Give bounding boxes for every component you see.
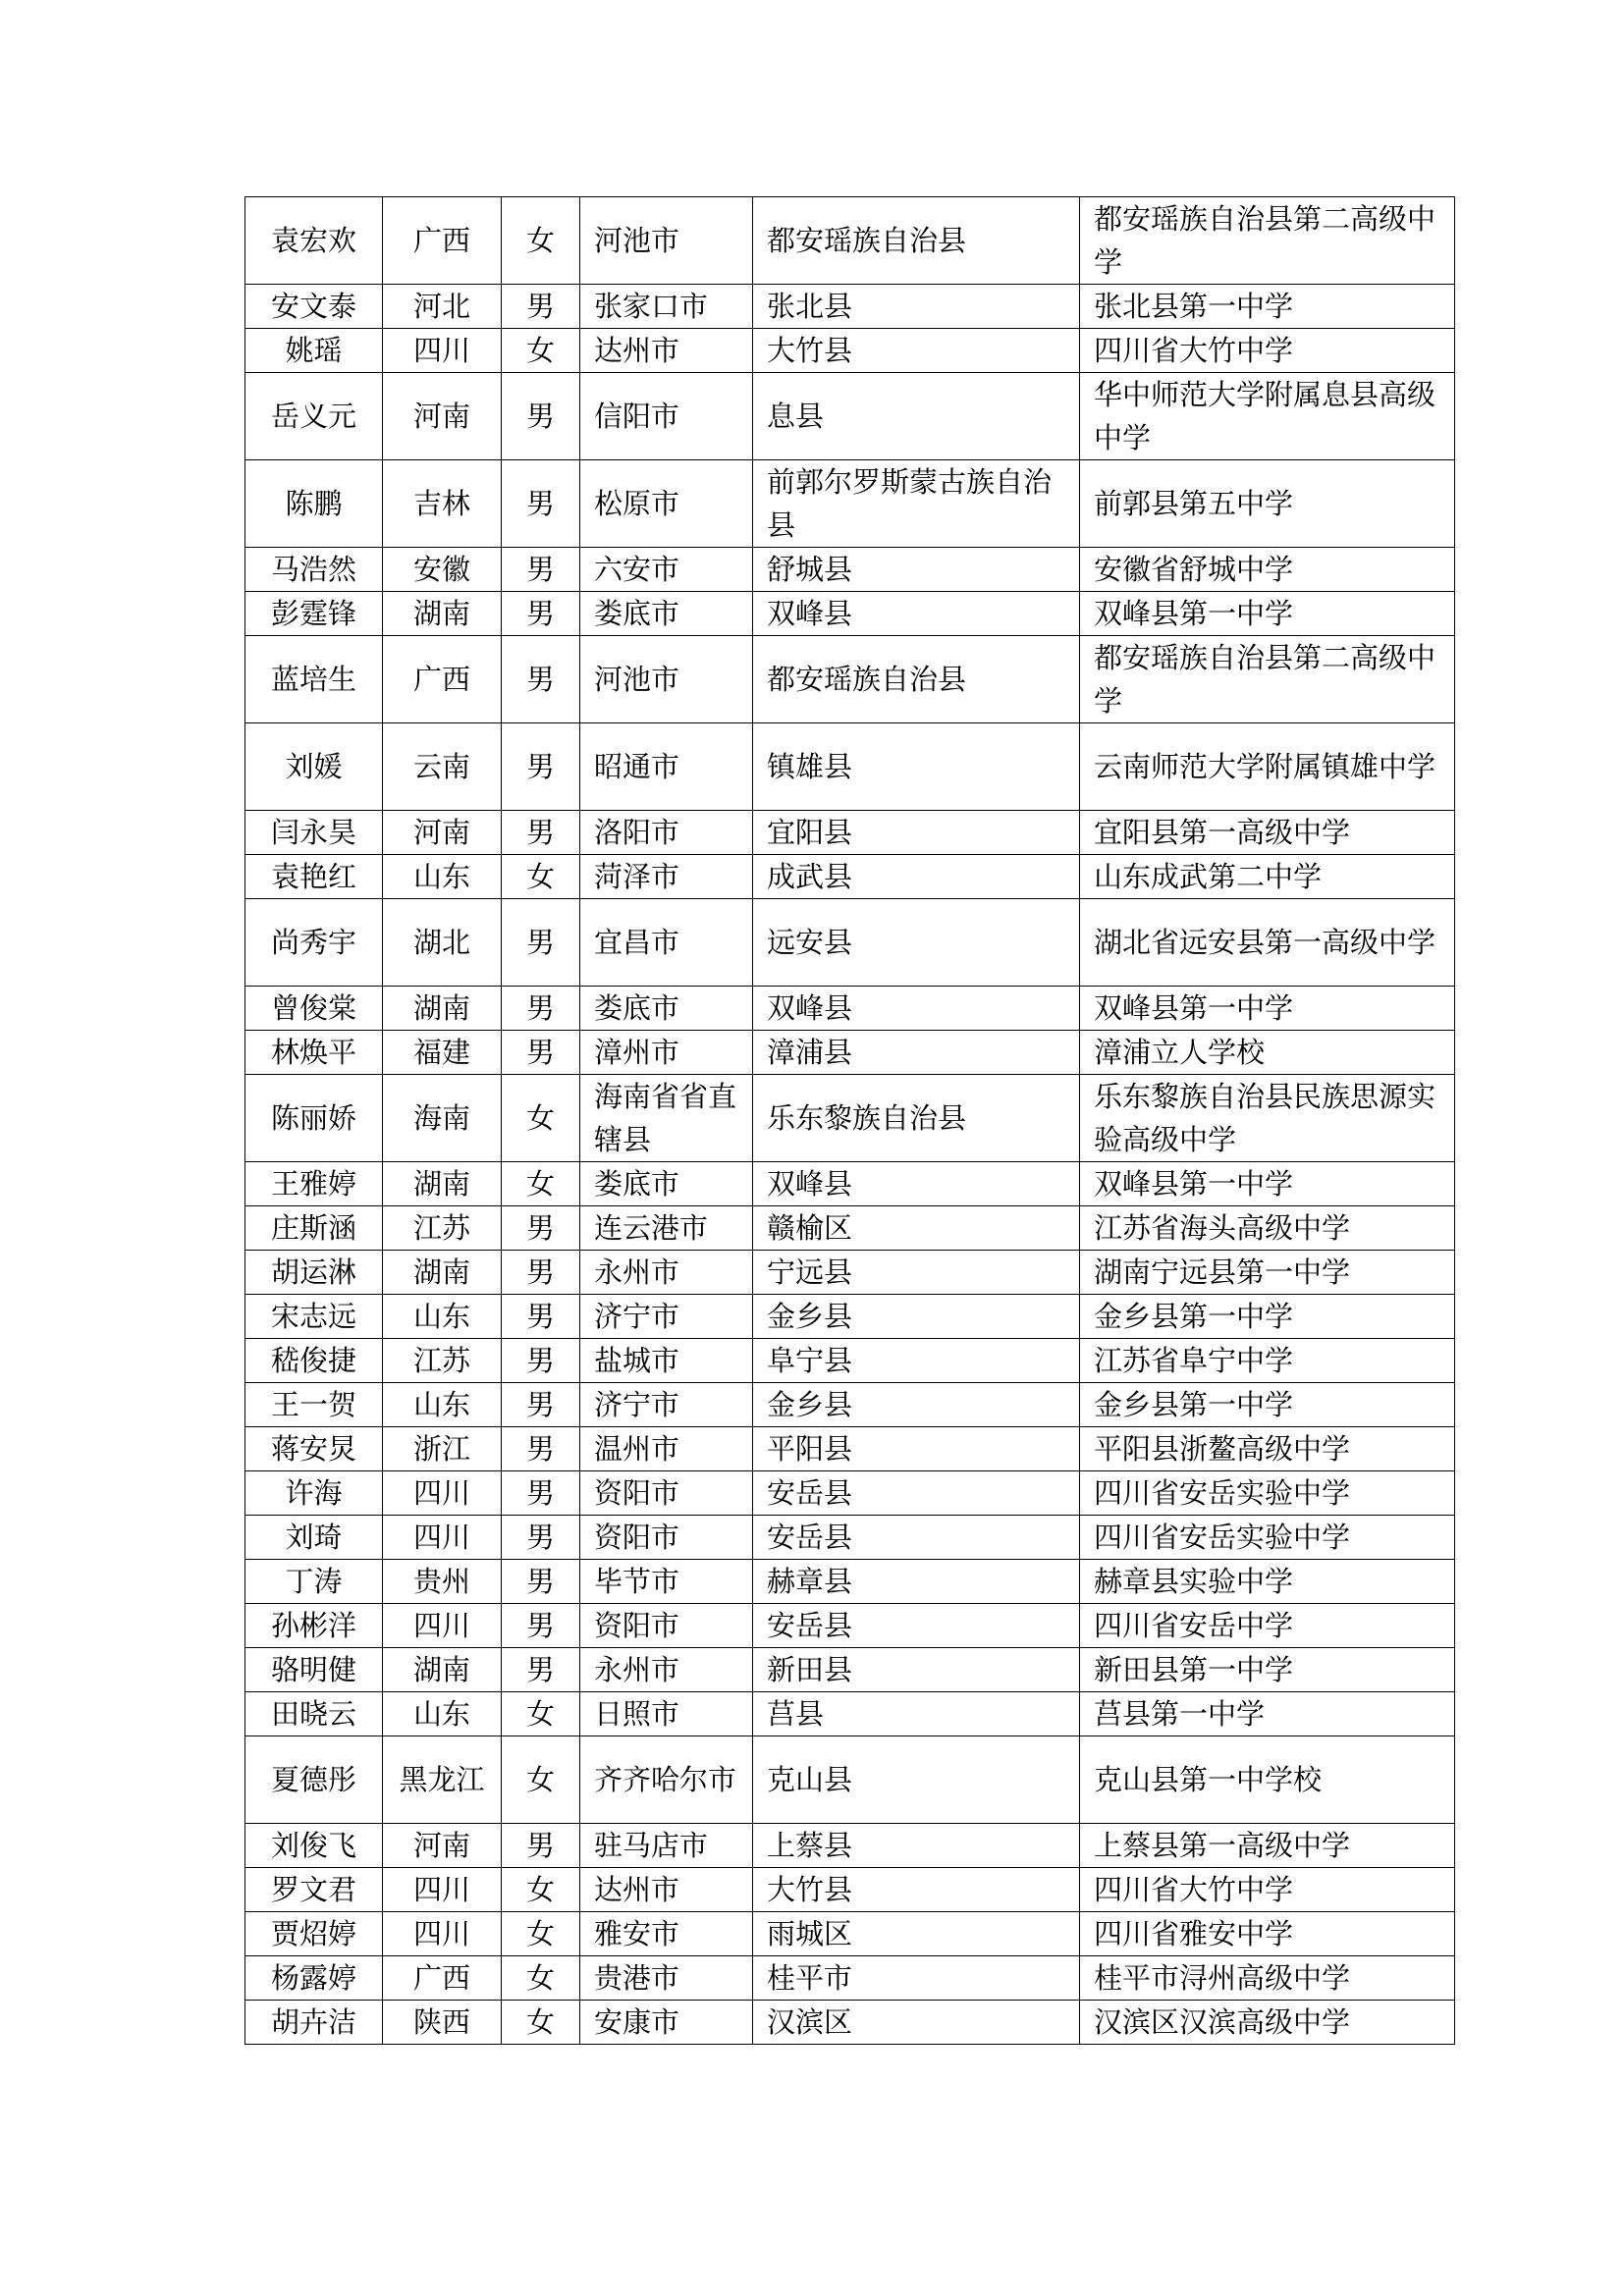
city-cell: 漳州市 — [580, 1031, 753, 1075]
province-cell: 广西 — [383, 636, 502, 723]
school-cell: 前郭县第五中学 — [1080, 460, 1455, 548]
city-cell: 娄底市 — [580, 592, 753, 636]
province-cell: 四川 — [383, 1604, 502, 1648]
city-cell: 温州市 — [580, 1427, 753, 1471]
student-name-cell: 田晓云 — [245, 1692, 383, 1736]
city-cell: 河池市 — [580, 636, 753, 723]
school-cell: 山东成武第二中学 — [1080, 855, 1455, 899]
city-cell: 昭通市 — [580, 723, 753, 811]
gender-cell: 女 — [502, 1075, 580, 1162]
gender-cell: 男 — [502, 1604, 580, 1648]
gender-cell: 男 — [502, 636, 580, 723]
city-cell: 毕节市 — [580, 1560, 753, 1604]
school-cell: 赫章县实验中学 — [1080, 1560, 1455, 1604]
gender-cell: 男 — [502, 548, 580, 592]
county-cell: 宁远县 — [753, 1251, 1080, 1295]
school-cell: 上蔡县第一高级中学 — [1080, 1824, 1455, 1868]
gender-cell: 男 — [502, 811, 580, 855]
gender-cell: 男 — [502, 1251, 580, 1295]
province-cell: 四川 — [383, 1868, 502, 1912]
school-cell: 宜阳县第一高级中学 — [1080, 811, 1455, 855]
student-name-cell: 林焕平 — [245, 1031, 383, 1075]
table-row — [245, 460, 1455, 548]
gender-cell: 男 — [502, 1339, 580, 1383]
student-name-cell: 安文泰 — [245, 285, 383, 329]
province-cell: 山东 — [383, 1383, 502, 1427]
school-cell: 金乡县第一中学 — [1080, 1383, 1455, 1427]
county-cell: 舒城县 — [753, 548, 1080, 592]
table-row — [245, 285, 1455, 329]
table-row — [245, 855, 1455, 899]
school-cell: 漳浦立人学校 — [1080, 1031, 1455, 1075]
table-row — [245, 2001, 1455, 2045]
school-cell: 克山县第一中学校 — [1080, 1736, 1455, 1824]
student-name-cell: 蒋安炅 — [245, 1427, 383, 1471]
county-cell: 大竹县 — [753, 1868, 1080, 1912]
table-row — [245, 1604, 1455, 1648]
student-name-cell: 胡卉洁 — [245, 2001, 383, 2045]
county-cell: 赫章县 — [753, 1560, 1080, 1604]
city-cell: 六安市 — [580, 548, 753, 592]
province-cell: 湖南 — [383, 1251, 502, 1295]
gender-cell: 女 — [502, 855, 580, 899]
school-cell: 云南师范大学附属镇雄中学 — [1080, 723, 1455, 811]
table-row — [245, 1560, 1455, 1604]
school-cell: 华中师范大学附属息县高级中学 — [1080, 373, 1455, 460]
school-cell: 张北县第一中学 — [1080, 285, 1455, 329]
school-cell: 江苏省阜宁中学 — [1080, 1339, 1455, 1383]
student-name-cell: 杨露婷 — [245, 1956, 383, 2001]
province-cell: 湖南 — [383, 1162, 502, 1206]
gender-cell: 女 — [502, 1912, 580, 1956]
table-row — [245, 1206, 1455, 1251]
city-cell: 济宁市 — [580, 1383, 753, 1427]
table-row — [245, 197, 1455, 285]
school-cell: 双峰县第一中学 — [1080, 987, 1455, 1031]
school-cell: 四川省大竹中学 — [1080, 1868, 1455, 1912]
student-name-cell: 胡运淋 — [245, 1251, 383, 1295]
student-name-cell: 宋志远 — [245, 1295, 383, 1339]
city-cell: 连云港市 — [580, 1206, 753, 1251]
school-cell: 桂平市浔州高级中学 — [1080, 1956, 1455, 2001]
province-cell: 四川 — [383, 1912, 502, 1956]
gender-cell: 男 — [502, 373, 580, 460]
county-cell: 张北县 — [753, 285, 1080, 329]
student-roster-table — [244, 196, 1455, 2045]
city-cell: 信阳市 — [580, 373, 753, 460]
county-cell: 双峰县 — [753, 1162, 1080, 1206]
city-cell: 宜昌市 — [580, 899, 753, 987]
province-cell: 山东 — [383, 1692, 502, 1736]
county-cell: 金乡县 — [753, 1383, 1080, 1427]
county-cell: 新田县 — [753, 1648, 1080, 1692]
city-cell: 永州市 — [580, 1648, 753, 1692]
county-cell: 桂平市 — [753, 1956, 1080, 2001]
province-cell: 湖南 — [383, 987, 502, 1031]
province-cell: 四川 — [383, 329, 502, 373]
gender-cell: 女 — [502, 1868, 580, 1912]
province-cell: 陕西 — [383, 2001, 502, 2045]
province-cell: 广西 — [383, 197, 502, 285]
gender-cell: 男 — [502, 1383, 580, 1427]
document-page — [244, 196, 1455, 2045]
county-cell: 莒县 — [753, 1692, 1080, 1736]
city-cell: 永州市 — [580, 1251, 753, 1295]
student-name-cell: 岳义元 — [245, 373, 383, 460]
city-cell: 达州市 — [580, 1868, 753, 1912]
province-cell: 海南 — [383, 1075, 502, 1162]
student-name-cell: 孙彬洋 — [245, 1604, 383, 1648]
county-cell: 双峰县 — [753, 592, 1080, 636]
gender-cell: 男 — [502, 1516, 580, 1560]
city-cell: 资阳市 — [580, 1471, 753, 1516]
province-cell: 江苏 — [383, 1206, 502, 1251]
city-cell: 资阳市 — [580, 1516, 753, 1560]
province-cell: 浙江 — [383, 1427, 502, 1471]
province-cell: 广西 — [383, 1956, 502, 2001]
gender-cell: 女 — [502, 1956, 580, 2001]
county-cell: 双峰县 — [753, 987, 1080, 1031]
city-cell: 达州市 — [580, 329, 753, 373]
county-cell: 都安瑶族自治县 — [753, 636, 1080, 723]
student-name-cell: 陈丽娇 — [245, 1075, 383, 1162]
school-cell: 都安瑶族自治县第二高级中学 — [1080, 636, 1455, 723]
county-cell: 金乡县 — [753, 1295, 1080, 1339]
school-cell: 汉滨区汉滨高级中学 — [1080, 2001, 1455, 2045]
county-cell: 大竹县 — [753, 329, 1080, 373]
county-cell: 雨城区 — [753, 1912, 1080, 1956]
table-row — [245, 1736, 1455, 1824]
gender-cell: 男 — [502, 1206, 580, 1251]
city-cell: 海南省省直辖县 — [580, 1075, 753, 1162]
city-cell: 洛阳市 — [580, 811, 753, 855]
gender-cell: 男 — [502, 285, 580, 329]
province-cell: 湖北 — [383, 899, 502, 987]
student-name-cell: 庄斯涵 — [245, 1206, 383, 1251]
city-cell: 资阳市 — [580, 1604, 753, 1648]
table-row — [245, 1868, 1455, 1912]
school-cell: 四川省安岳中学 — [1080, 1604, 1455, 1648]
county-cell: 远安县 — [753, 899, 1080, 987]
table-row — [245, 1824, 1455, 1868]
province-cell: 江苏 — [383, 1339, 502, 1383]
table-row — [245, 373, 1455, 460]
city-cell: 娄底市 — [580, 1162, 753, 1206]
school-cell: 平阳县浙鳌高级中学 — [1080, 1427, 1455, 1471]
province-cell: 四川 — [383, 1471, 502, 1516]
table-row — [245, 1956, 1455, 2001]
student-name-cell: 尚秀宇 — [245, 899, 383, 987]
school-cell: 乐东黎族自治县民族思源实验高级中学 — [1080, 1075, 1455, 1162]
gender-cell: 男 — [502, 1824, 580, 1868]
county-cell: 安岳县 — [753, 1471, 1080, 1516]
table-row — [245, 1383, 1455, 1427]
school-cell: 四川省安岳实验中学 — [1080, 1516, 1455, 1560]
table-row — [245, 811, 1455, 855]
province-cell: 湖南 — [383, 592, 502, 636]
student-name-cell: 刘媛 — [245, 723, 383, 811]
school-cell: 安徽省舒城中学 — [1080, 548, 1455, 592]
table-row — [245, 592, 1455, 636]
student-name-cell: 贾炤婷 — [245, 1912, 383, 1956]
city-cell: 济宁市 — [580, 1295, 753, 1339]
province-cell: 安徽 — [383, 548, 502, 592]
table-row — [245, 1692, 1455, 1736]
gender-cell: 女 — [502, 1736, 580, 1824]
gender-cell: 男 — [502, 1427, 580, 1471]
student-name-cell: 袁艳红 — [245, 855, 383, 899]
table-row — [245, 1339, 1455, 1383]
school-cell: 莒县第一中学 — [1080, 1692, 1455, 1736]
city-cell: 娄底市 — [580, 987, 753, 1031]
city-cell: 张家口市 — [580, 285, 753, 329]
gender-cell: 男 — [502, 899, 580, 987]
student-name-cell: 彭霆锋 — [245, 592, 383, 636]
school-cell: 湖北省远安县第一高级中学 — [1080, 899, 1455, 987]
gender-cell: 男 — [502, 460, 580, 548]
county-cell: 宜阳县 — [753, 811, 1080, 855]
table-row — [245, 1251, 1455, 1295]
city-cell: 松原市 — [580, 460, 753, 548]
table-row — [245, 1295, 1455, 1339]
gender-cell: 女 — [502, 1692, 580, 1736]
school-cell: 四川省雅安中学 — [1080, 1912, 1455, 1956]
table-row — [245, 329, 1455, 373]
county-cell: 前郭尔罗斯蒙古族自治县 — [753, 460, 1080, 548]
table-row — [245, 1516, 1455, 1560]
table-row — [245, 1648, 1455, 1692]
roster-body — [245, 197, 1455, 2045]
city-cell: 菏泽市 — [580, 855, 753, 899]
gender-cell: 女 — [502, 329, 580, 373]
table-row — [245, 1031, 1455, 1075]
gender-cell: 男 — [502, 987, 580, 1031]
gender-cell: 男 — [502, 592, 580, 636]
gender-cell: 女 — [502, 2001, 580, 2045]
student-name-cell: 王一贺 — [245, 1383, 383, 1427]
table-row — [245, 636, 1455, 723]
gender-cell: 女 — [502, 197, 580, 285]
province-cell: 河南 — [383, 1824, 502, 1868]
school-cell: 四川省安岳实验中学 — [1080, 1471, 1455, 1516]
school-cell: 江苏省海头高级中学 — [1080, 1206, 1455, 1251]
school-cell: 金乡县第一中学 — [1080, 1295, 1455, 1339]
table-row — [245, 1471, 1455, 1516]
county-cell: 漳浦县 — [753, 1031, 1080, 1075]
student-name-cell: 许海 — [245, 1471, 383, 1516]
county-cell: 都安瑶族自治县 — [753, 197, 1080, 285]
school-cell: 双峰县第一中学 — [1080, 1162, 1455, 1206]
county-cell: 平阳县 — [753, 1427, 1080, 1471]
city-cell: 河池市 — [580, 197, 753, 285]
gender-cell: 男 — [502, 1471, 580, 1516]
county-cell: 克山县 — [753, 1736, 1080, 1824]
county-cell: 赣榆区 — [753, 1206, 1080, 1251]
county-cell: 安岳县 — [753, 1604, 1080, 1648]
table-row — [245, 548, 1455, 592]
county-cell: 镇雄县 — [753, 723, 1080, 811]
school-cell: 湖南宁远县第一中学 — [1080, 1251, 1455, 1295]
gender-cell: 男 — [502, 1031, 580, 1075]
school-cell: 双峰县第一中学 — [1080, 592, 1455, 636]
province-cell: 山东 — [383, 1295, 502, 1339]
student-name-cell: 丁涛 — [245, 1560, 383, 1604]
county-cell: 乐东黎族自治县 — [753, 1075, 1080, 1162]
county-cell: 阜宁县 — [753, 1339, 1080, 1383]
student-name-cell: 刘俊飞 — [245, 1824, 383, 1868]
student-name-cell: 刘琦 — [245, 1516, 383, 1560]
table-row — [245, 1427, 1455, 1471]
county-cell: 息县 — [753, 373, 1080, 460]
city-cell: 驻马店市 — [580, 1824, 753, 1868]
province-cell: 黑龙江 — [383, 1736, 502, 1824]
county-cell: 上蔡县 — [753, 1824, 1080, 1868]
county-cell: 成武县 — [753, 855, 1080, 899]
province-cell: 吉林 — [383, 460, 502, 548]
table-row — [245, 1075, 1455, 1162]
school-cell: 新田县第一中学 — [1080, 1648, 1455, 1692]
province-cell: 河北 — [383, 285, 502, 329]
city-cell: 盐城市 — [580, 1339, 753, 1383]
gender-cell: 男 — [502, 723, 580, 811]
city-cell: 贵港市 — [580, 1956, 753, 2001]
table-row — [245, 899, 1455, 987]
student-name-cell: 嵇俊捷 — [245, 1339, 383, 1383]
province-cell: 四川 — [383, 1516, 502, 1560]
student-name-cell: 袁宏欢 — [245, 197, 383, 285]
student-name-cell: 闫永昊 — [245, 811, 383, 855]
city-cell: 安康市 — [580, 2001, 753, 2045]
student-name-cell: 姚瑶 — [245, 329, 383, 373]
student-name-cell: 罗文君 — [245, 1868, 383, 1912]
school-cell: 都安瑶族自治县第二高级中学 — [1080, 197, 1455, 285]
province-cell: 河南 — [383, 811, 502, 855]
province-cell: 河南 — [383, 373, 502, 460]
county-cell: 汉滨区 — [753, 2001, 1080, 2045]
student-name-cell: 王雅婷 — [245, 1162, 383, 1206]
province-cell: 云南 — [383, 723, 502, 811]
province-cell: 贵州 — [383, 1560, 502, 1604]
school-cell: 四川省大竹中学 — [1080, 329, 1455, 373]
gender-cell: 男 — [502, 1295, 580, 1339]
city-cell: 齐齐哈尔市 — [580, 1736, 753, 1824]
gender-cell: 男 — [502, 1648, 580, 1692]
student-name-cell: 马浩然 — [245, 548, 383, 592]
student-name-cell: 曾俊棠 — [245, 987, 383, 1031]
gender-cell: 女 — [502, 1162, 580, 1206]
table-row — [245, 987, 1455, 1031]
gender-cell: 男 — [502, 1560, 580, 1604]
province-cell: 福建 — [383, 1031, 502, 1075]
province-cell: 湖南 — [383, 1648, 502, 1692]
student-name-cell: 骆明健 — [245, 1648, 383, 1692]
table-row — [245, 723, 1455, 811]
table-row — [245, 1162, 1455, 1206]
province-cell: 山东 — [383, 855, 502, 899]
student-name-cell: 陈鹏 — [245, 460, 383, 548]
student-name-cell: 夏德彤 — [245, 1736, 383, 1824]
city-cell: 日照市 — [580, 1692, 753, 1736]
city-cell: 雅安市 — [580, 1912, 753, 1956]
table-row — [245, 1912, 1455, 1956]
student-name-cell: 蓝培生 — [245, 636, 383, 723]
county-cell: 安岳县 — [753, 1516, 1080, 1560]
